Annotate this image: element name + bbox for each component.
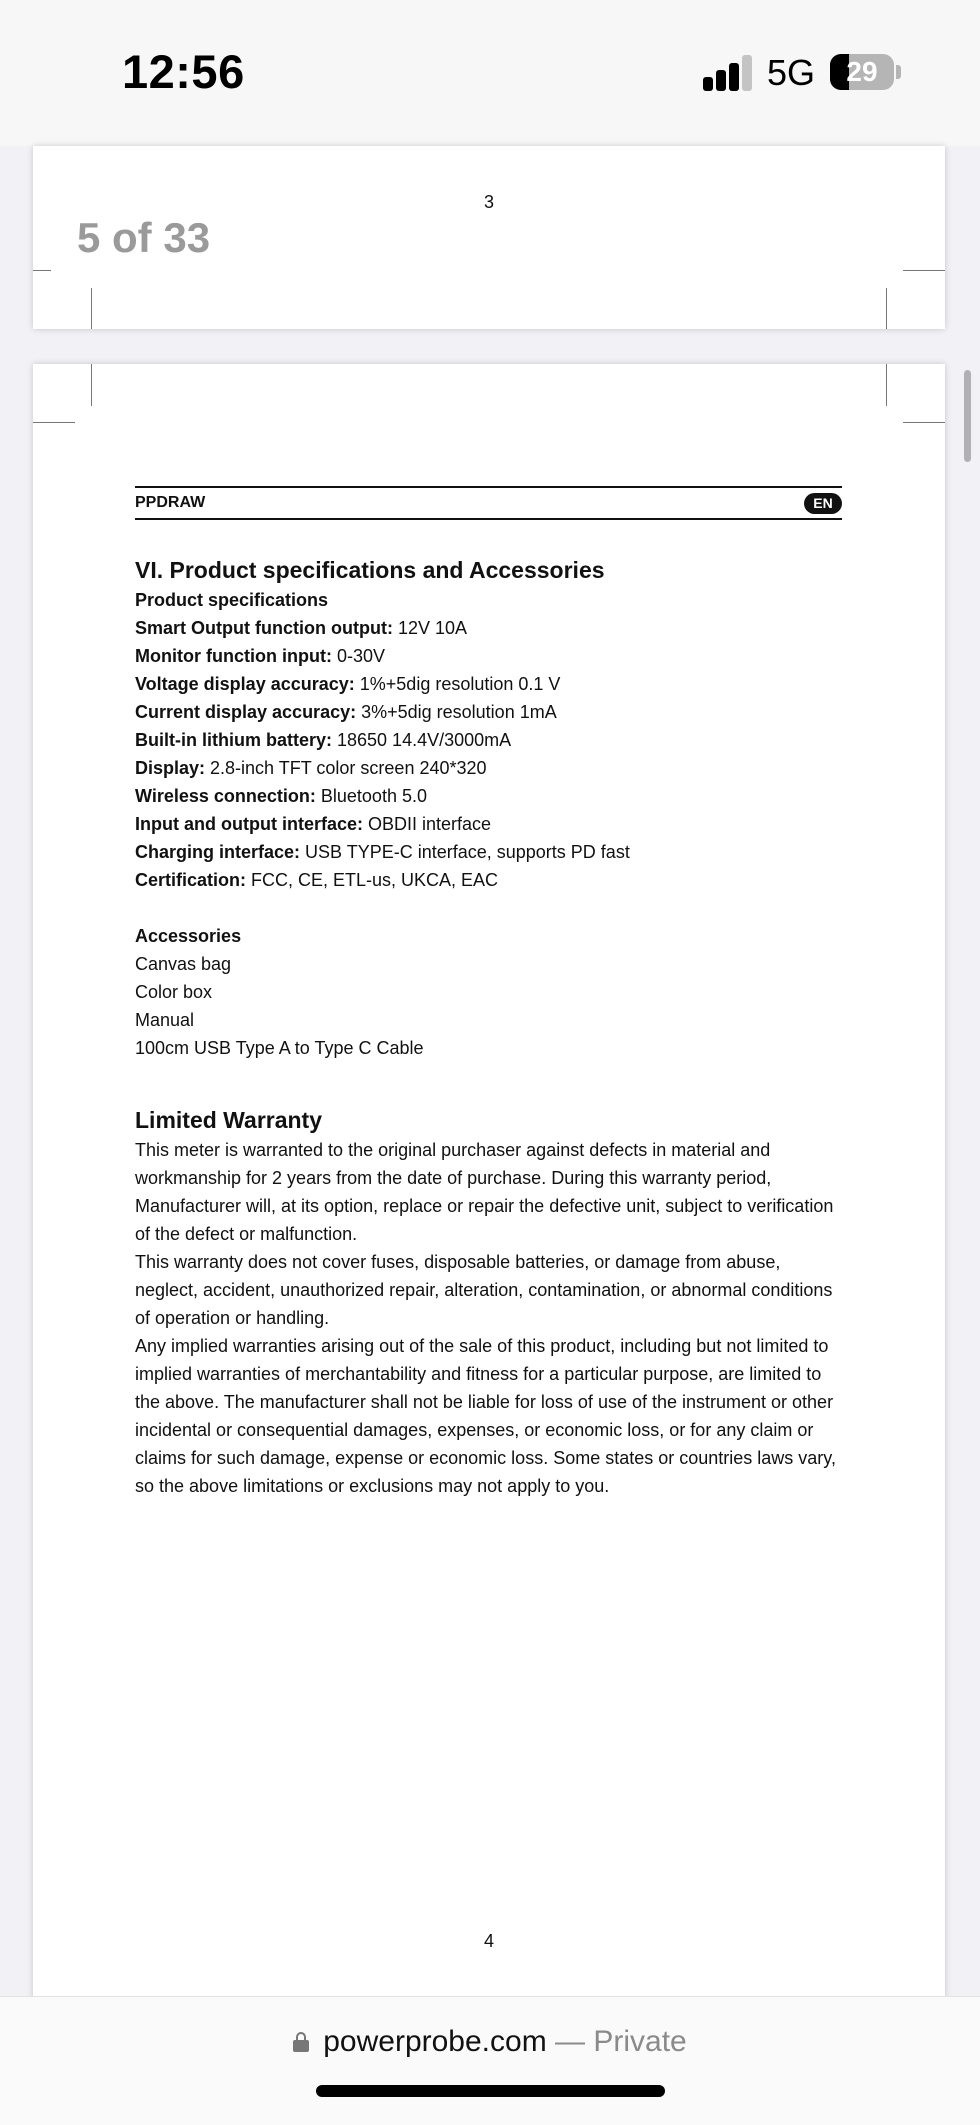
- spec-line: Current display accuracy: 3%+5dig resolution 1mA: [135, 702, 557, 722]
- url-display[interactable]: [0, 2025, 980, 2059]
- spec-line: Smart Output function output: 12V 10A: [135, 618, 468, 638]
- page-number: 4: [483, 1931, 494, 1951]
- warranty-paragraph: This meter is warranted to the original purchaser against defects in material and workmanship for 2 years from the date of purchase. During this warranty period, Manufacturer will, at its option, replace or repair the defective unit, subject to verification of the defect or malfunction.: [135, 1140, 834, 1244]
- spec-line: Display: 2.8-inch TFT color screen 240*320: [135, 758, 487, 778]
- spec-line: Certification: FCC, CE, ETL-us, UKCA, EAC: [135, 870, 499, 890]
- battery-level: 29: [846, 56, 878, 87]
- url-domain: powerprobe.com: [323, 2025, 547, 2058]
- accessory-item: Color box: [135, 982, 213, 1002]
- status-bar: [0, 0, 980, 146]
- accessories-title: Accessories: [135, 926, 242, 946]
- document-content: [135, 554, 845, 1500]
- spec-line: Charging interface: USB TYPE-C interface, supports PD fast: [135, 842, 630, 862]
- battery-nub: [896, 65, 901, 79]
- section-title: VI. Product specifications and Accessories: [135, 557, 605, 583]
- spec-line: Built-in lithium battery: 18650 14.4V/3000mA: [135, 730, 512, 750]
- brand-name: PPDRAW: [135, 494, 206, 511]
- page-indicator: 5 of 33: [77, 214, 211, 261]
- cellular-signal-icon: [703, 55, 753, 91]
- pdf-page-current[interactable]: [33, 364, 945, 2004]
- crop-mark: [886, 288, 887, 329]
- accessory-item: Manual: [135, 1010, 195, 1030]
- spec-line: Input and output interface: OBDII interface: [135, 814, 492, 834]
- language-badge: EN: [804, 493, 842, 514]
- warranty-paragraph: Any implied warranties arising out of the sale of this product, including but not limited to implied warranties of merchantability and fitness for a particular purpose, are limited to the above. The manufacturer shall not be liable for loss of use of the instrument or other incidental or consequential damages, expenses, or economic loss, or for any claim or claims for such damage, expense or economic loss. Some states or countries laws vary, so the above limitations or exclusions may not apply to you.: [135, 1336, 836, 1496]
- crop-mark: [33, 422, 75, 423]
- home-indicator[interactable]: [316, 2085, 665, 2097]
- crop-mark: [903, 270, 945, 271]
- accessory-item: Canvas bag: [135, 954, 232, 974]
- warranty-paragraph: This warranty does not cover fuses, disposable batteries, or damage from abuse, neglect, accident, unauthorized repair, alteration, contamination, or abnormal conditions of operation or handling.: [135, 1252, 833, 1328]
- crop-mark: [886, 364, 887, 406]
- warranty-title: Limited Warranty: [135, 1107, 323, 1133]
- lock-icon: [293, 2032, 309, 2052]
- private-label: — Private: [555, 2025, 687, 2058]
- network-type: 5G: [767, 52, 816, 93]
- crop-mark: [903, 422, 945, 423]
- document-header: [135, 486, 842, 520]
- crop-mark: [33, 270, 51, 271]
- spec-line: Monitor function input: 0-30V: [135, 646, 385, 666]
- battery-icon: [830, 54, 894, 90]
- scrollbar-thumb[interactable]: [964, 370, 971, 462]
- crop-mark: [91, 364, 92, 406]
- crop-mark: [91, 288, 92, 329]
- subsection-title: Product specifications: [135, 590, 329, 610]
- accessory-item: 100cm USB Type A to Type C Cable: [135, 1038, 424, 1058]
- page-number: 3: [483, 192, 494, 212]
- spec-line: Wireless connection: Bluetooth 5.0: [135, 786, 427, 806]
- spec-line: Voltage display accuracy: 1%+5dig resolution 0.1 V: [135, 674, 561, 694]
- browser-address-bar[interactable]: [0, 1996, 980, 2125]
- status-time: 12:56: [122, 45, 245, 98]
